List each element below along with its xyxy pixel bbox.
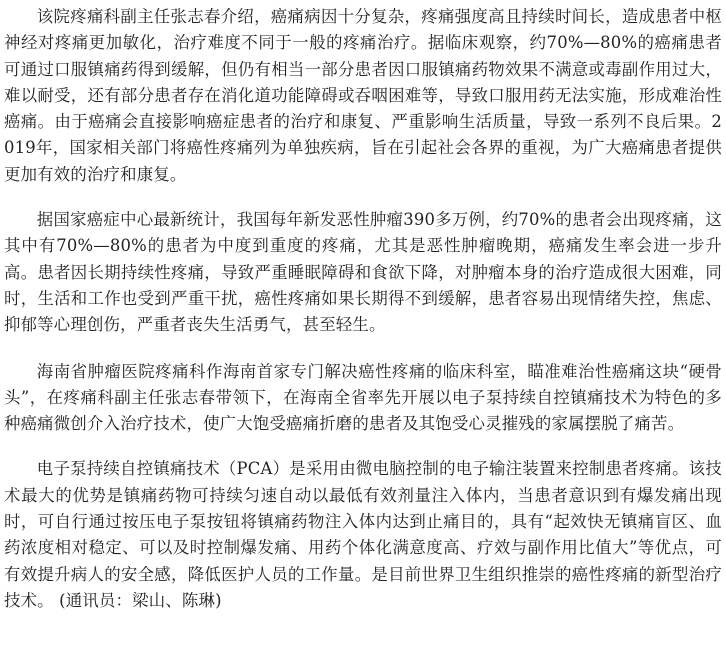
article-paragraph-2: 据国家癌症中心最新统计，我国每年新发恶性肿瘤390多万例，约70%的患者会出现疼痛，这其中有70%—80%的患者为中度到重度的疼痛，尤其是恶性肿瘤晚期，癌痛发生率会进一步升高。患者因长期持续性疼痛，导致严重睡眠障碍和食欲下降，对肿瘤本身的治疗造成很大困难，同时，生活和工作也受到严重干扰，癌性疼痛如果长期得不到缓解，患者容易出现情绪失控，焦虑、抑郁等心理创伤，严重者丧失生活勇气，甚至轻生。 xyxy=(4,210,722,335)
article-paragraph-3: 海南省肿瘤医院疼痛科作海南首家专门解决癌性疼痛的临床科室，瞄准难治性癌痛这块“硬骨头”，在疼痛科副主任张志春带领下，在海南全省率先开展以电子泵持续自控镇痛技术为特色的多种癌痛微创介入治疗技术，使广大饱受癌痛折磨的患者及其饱受心灵摧残的家属摆脱了痛苦。 xyxy=(4,361,722,434)
article-paragraph-1: 该院疼痛科副主任张志春介绍，癌痛病因十分复杂，疼痛强度高且持续时间长，造成患者中枢神经对疼痛更加敏化，治疗难度不同于一般的疼痛治疗。据临床观察，约70%—80%的癌痛患者可通过口服镇痛药得到缓解，但仍有相当一部分患者因口服镇痛药物效果不满意或毒副作用过大，难以耐受，还有部分患者存在消化道功能障碍或吞咽困难等，导致口服用药无法实施，形成难治性癌痛。由于癌痛会直接影响癌症患者的治疗和康复、严重影响生活质量，导致一系列不良后果。2019年，国家相关部门将癌性疼痛列为单独疾病，旨在引起社会各界的重视，为广大癌痛患者提供更加有效的治疗和康复。 xyxy=(4,7,722,184)
article-paragraph-4: 电子泵持续自控镇痛技术（PCA）是采用由微电脑控制的电子输注装置来控制患者疼痛。该技术最大的优势是镇痛药物可持续匀速自动以最低有效剂量注入体内，当患者意识到有爆发痛出现时，可自行通过按压电子泵按钮将镇痛药物注入体内达到止痛目的，具有“起效快无镇痛盲区、血药浓度相对稳定、可以及时控制爆发痛、用药个体化满意度高、疗效与副作用比值大”等优点，可有效提升病人的安全感，降低医护人员的工作量。是目前世界卫生组织推崇的癌性疼痛的新型治疗技术。 (通讯员：梁山、陈琳) xyxy=(4,459,722,610)
article-body xyxy=(4,0,722,614)
